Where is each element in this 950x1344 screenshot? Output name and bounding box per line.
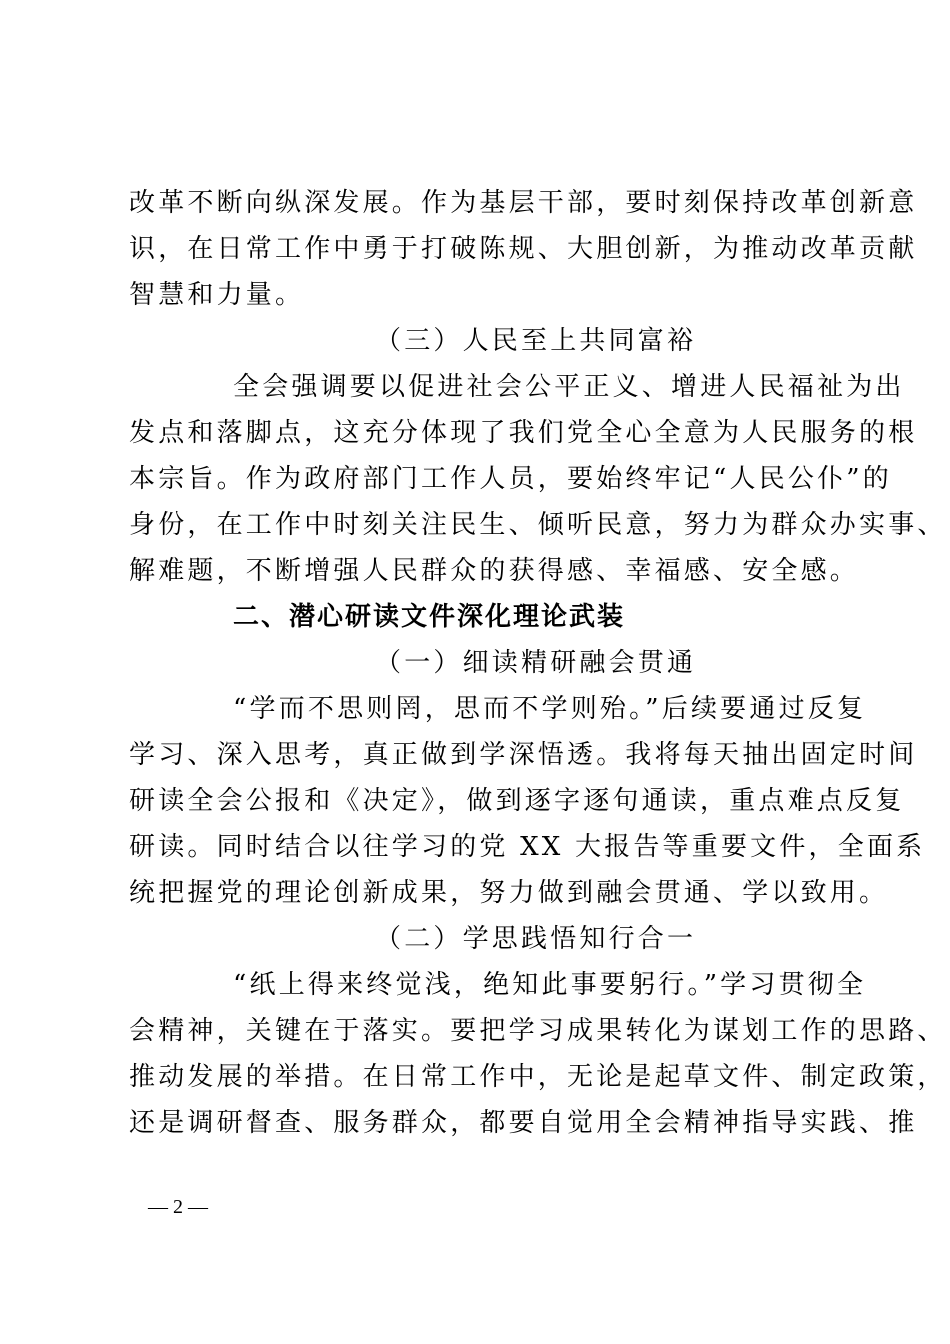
body-text-line: 改革不断向纵深发展。作为基层干部，要时刻保持改革创新意 — [129, 188, 918, 218]
body-text-line: 学习、深入思考，真正做到学深悟透。我将每天抽出固定时间 — [129, 740, 918, 770]
section-heading-3: （三）人民至上共同富裕 — [375, 326, 697, 356]
body-text-line: 统把握党的理论创新成果，努力做到融会贯通、学以致用。 — [129, 878, 889, 908]
body-text-line: 研读全会公报和《决定》，做到逐字逐句通读，重点难点反复 — [129, 786, 905, 816]
body-text-line: 解难题，不断增强人民群众的获得感、幸福感、安全感。 — [129, 556, 860, 586]
body-text-line: 身份，在工作中时刻关注民生、倾听民意，努力为群众办实事、 — [129, 510, 947, 540]
page-number: — 2 — — [148, 1196, 208, 1218]
body-text-line: 识，在日常工作中勇于打破陈规、大胆创新，为推动改革贡献 — [129, 234, 918, 264]
section-heading-2: （二）学思践悟知行合一 — [375, 924, 697, 954]
body-text-line: 智慧和力量。 — [129, 280, 305, 310]
body-text-line: “学而不思则罔，思而不学则殆。”后续要通过反复 — [233, 694, 867, 724]
body-text-line: “纸上得来终觉浅，绝知此事要躬行。”学习贯彻全 — [233, 970, 867, 1000]
body-text-line: 发点和落脚点，这充分体现了我们党全心全意为人民服务的根 — [129, 418, 918, 448]
body-text-line: 还是调研督查、服务群众，都要自觉用全会精神指导实践、推 — [129, 1108, 918, 1138]
body-text-line: 会精神，关键在于落实。要把学习成果转化为谋划工作的思路、 — [129, 1016, 947, 1046]
body-text-line: 全会强调要以促进社会公平正义、增进人民福祉为出 — [233, 372, 905, 402]
body-text-line: 推动发展的举措。在日常工作中，无论是起草文件、制定政策， — [129, 1062, 947, 1092]
body-text-line: 本宗旨。作为政府部门工作人员，要始终牢记“人民公仆”的 — [129, 464, 892, 494]
body-text-line: 研读。同时结合以往学习的党 XX 大报告等重要文件，全面系 — [129, 832, 926, 862]
chapter-heading: 二、潜心研读文件深化理论武装 — [233, 602, 626, 632]
section-heading-1: （一）细读精研融会贯通 — [375, 648, 697, 678]
